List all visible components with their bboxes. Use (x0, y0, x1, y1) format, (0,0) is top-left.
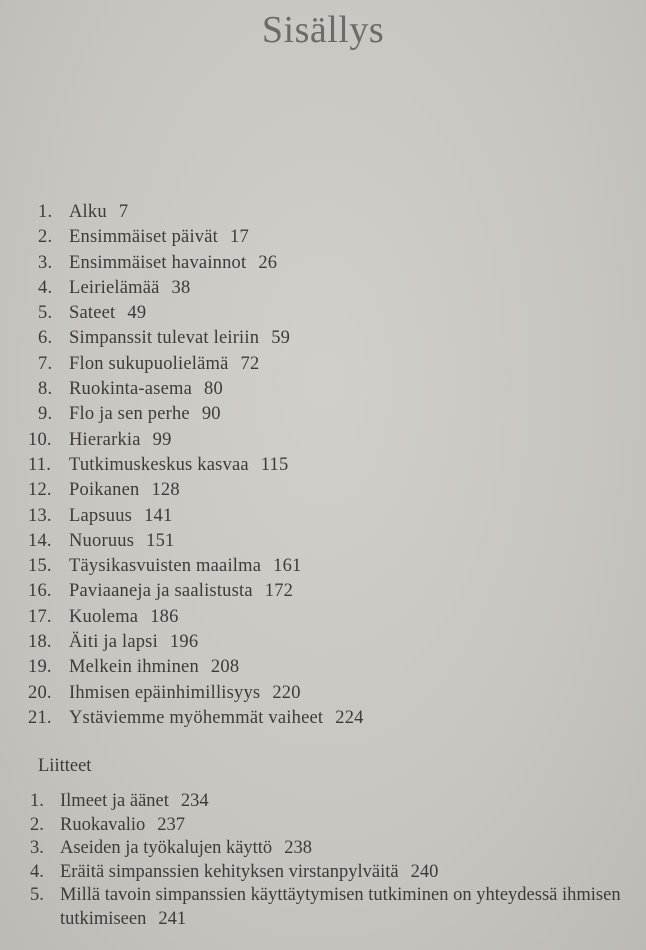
chapter-page-number: 38 (171, 277, 191, 298)
chapter-page-number: 59 (271, 328, 291, 349)
chapter-entry (38, 377, 364, 402)
chapter-title: Ihmisen epäinhimillisyys (69, 682, 261, 703)
chapter-page-number: 224 (335, 707, 364, 728)
appendix-title: Eräitä simpanssien kehityksen virstanpylväitä (60, 861, 399, 882)
chapter-page-number: 208 (210, 657, 240, 678)
chapter-page-number: 99 (152, 429, 172, 450)
chapter-number: 17. (28, 606, 52, 627)
chapter-entry (28, 529, 364, 554)
chapter-entry (28, 605, 364, 630)
chapter-title: Flon sukupuolielämä (69, 353, 229, 374)
appendix-page-number: 237 (157, 814, 186, 835)
appendix-number: 5. (30, 885, 44, 905)
chapter-entry (28, 681, 364, 706)
appendix-page-number: 241 (158, 908, 187, 929)
appendix-entry (30, 814, 630, 838)
chapter-entry (38, 225, 364, 250)
chapter-entry (28, 453, 364, 478)
chapter-number: 7. (38, 353, 53, 374)
chapter-number: 4. (38, 277, 53, 298)
chapter-page-number: 141 (144, 505, 173, 526)
chapter-number: 14. (28, 530, 52, 551)
chapter-entry (38, 326, 364, 351)
chapter-title: Poikanen (69, 480, 140, 501)
chapter-title: Sateet (69, 303, 116, 324)
appendix-list (30, 790, 630, 931)
chapter-title: Flo ja sen perhe (69, 404, 190, 425)
chapter-entry (28, 478, 364, 503)
chapter-number: 18. (28, 632, 52, 653)
chapter-page-number: 49 (127, 303, 147, 324)
chapter-title: Simpanssit tulevat leiriin (69, 328, 260, 349)
chapter-title: Tutkimuskeskus kasvaa (69, 454, 249, 475)
appendix-number: 2. (30, 814, 44, 835)
chapter-title: Täysikasvuisten maailma (69, 556, 262, 577)
appendix-title: Aseiden ja työkalujen käyttö (60, 838, 273, 858)
chapter-number: 8. (38, 379, 53, 400)
chapter-number: 20. (28, 682, 52, 703)
chapter-title: Äiti ja lapsi (69, 632, 158, 653)
chapter-entry (28, 504, 364, 529)
chapter-title: Ensimmäiset havainnot (69, 252, 247, 273)
appendix-page-number: 240 (410, 861, 439, 882)
chapter-title: Ystäviemme myöhemmät vaiheet (69, 707, 324, 728)
chapter-page-number: 90 (201, 404, 221, 425)
chapter-title: Kuolema (69, 606, 139, 627)
appendix-entry (30, 884, 630, 931)
chapter-number: 12. (28, 480, 52, 501)
chapter-title: Melkein ihminen (69, 657, 199, 678)
chapter-page-number: 72 (240, 353, 260, 374)
appendix-entry (30, 837, 630, 861)
chapter-title: Ruokinta-asema (69, 379, 193, 400)
chapter-page-number: 80 (204, 379, 223, 400)
chapter-title: Hierarkia (69, 429, 141, 450)
appendices-heading: Liitteet (38, 756, 92, 776)
chapter-number: 5. (38, 303, 53, 324)
chapter-number: 19. (28, 657, 52, 678)
chapter-page-number: 172 (264, 581, 294, 602)
appendix-title: Ilmeet ja äänet (60, 791, 169, 811)
appendix-number: 3. (30, 838, 44, 858)
appendix-page-number: 238 (284, 838, 312, 858)
chapter-title: Nuoruus (69, 530, 135, 551)
chapter-page-number: 151 (146, 530, 175, 551)
chapter-number: 11. (28, 454, 52, 475)
appendix-entry (30, 790, 630, 814)
chapter-page-number: 128 (151, 480, 180, 501)
chapter-entry (38, 200, 364, 225)
chapter-title: Alku (69, 202, 107, 222)
chapter-entry (28, 655, 364, 680)
chapter-page-number: 115 (260, 454, 289, 475)
chapter-entry (38, 402, 364, 427)
chapter-entry (38, 301, 364, 326)
appendix-number: 4. (30, 861, 44, 882)
chapter-page-number: 161 (273, 556, 302, 577)
chapter-title: Ensimmäiset päivät (69, 227, 218, 248)
chapter-entry (28, 554, 364, 579)
chapter-page-number: 26 (258, 252, 278, 273)
chapter-list (28, 200, 364, 731)
appendix-entry (30, 861, 630, 885)
appendix-title: Ruokavalio (60, 814, 146, 835)
chapter-entry (28, 428, 364, 453)
chapter-number: 10. (28, 429, 52, 450)
chapter-page-number: 186 (150, 606, 179, 627)
chapter-page-number: 220 (272, 682, 301, 703)
chapter-number: 2. (38, 227, 53, 248)
chapter-number: 15. (28, 556, 52, 577)
chapter-entry (38, 276, 364, 301)
chapter-entry (28, 579, 364, 604)
chapter-number: 3. (38, 252, 53, 273)
chapter-number: 21. (28, 707, 52, 728)
chapter-number: 6. (38, 328, 53, 349)
chapter-title: Leirielämää (69, 277, 160, 298)
chapter-entry (38, 352, 364, 377)
chapter-page-number: 7 (118, 202, 129, 222)
chapter-entry (28, 706, 364, 731)
appendix-number: 1. (30, 791, 44, 811)
chapter-title: Paviaaneja ja saalistusta (69, 581, 253, 602)
chapter-page-number: 196 (169, 632, 199, 653)
chapter-entry (38, 251, 364, 276)
appendix-page-number: 234 (180, 791, 209, 811)
chapter-number: 13. (28, 505, 52, 526)
chapter-number: 9. (38, 404, 53, 425)
chapter-number: 16. (28, 581, 52, 602)
page-title: Sisällys (261, 9, 385, 51)
chapter-page-number: 17 (230, 227, 249, 248)
chapter-title: Lapsuus (69, 505, 133, 526)
chapter-entry (28, 630, 364, 655)
appendix-title: Millä tavoin simpanssien käyttäytymisen tutkiminen on yhteydessä ihmisen tutkimiseen (60, 885, 621, 929)
chapter-number: 1. (38, 202, 53, 222)
